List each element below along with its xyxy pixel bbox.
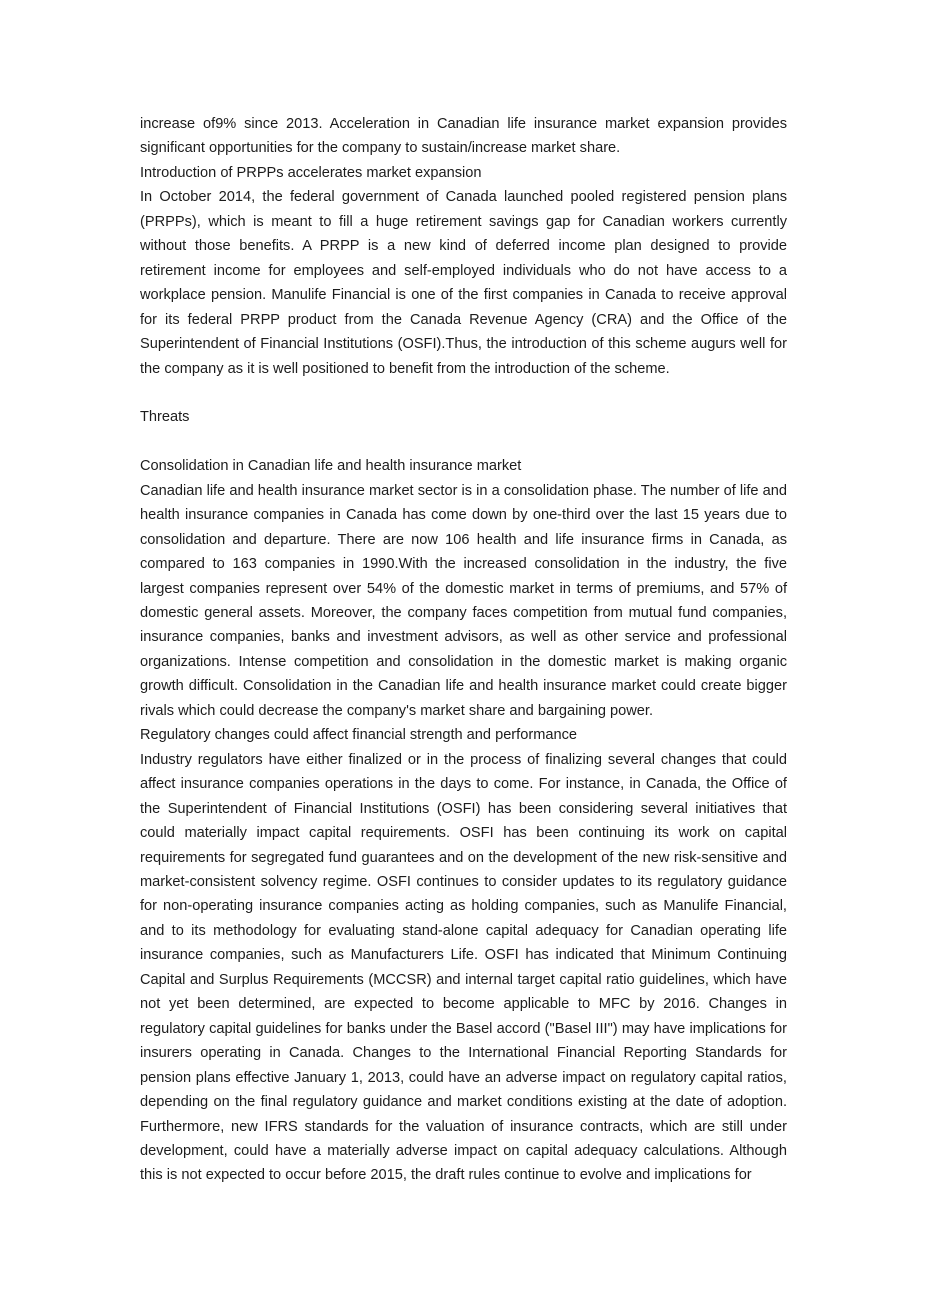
subheading-prpp-introduction: Introduction of PRPPs accelerates market expansion — [140, 164, 482, 181]
section-heading-threats: Threats — [140, 409, 190, 426]
subheading-regulatory-changes: Regulatory changes could affect financial strength and performance — [140, 727, 578, 744]
body-paragraph-regulatory: Industry regulators have either finalized or in the process of finalizing several changes that could affect insurance companies operations in the days to come. For instance, in Canada, the Office of the Superintendent of Financial Institutions (OSFI) has been considering several initiatives that could materially impact capital requirements. OSFI has been continuing its work on capital requirements for segregated fund guarantees and on the development of the new risk-sensitive and market-consistent solvency regime. OSFI continues to consider updates to its regulatory guidance for non-operating insurance companies acting as holding companies, such as Manulife Financial, and to its methodology for evaluating stand-alone capital adequacy for Canadian operating life insurance companies, such as Manufacturers Life. OSFI has indicated that Minimum Continuing Capital and Surplus Requirements (MCCSR) and internal target capital ratio guidelines, which have not yet been determined, are expected to become applicable to MFC by 2016. Changes in regulatory capital guidelines for banks under the Basel accord ("Basel III") may have implications for insurers operating in Canada. Changes to the International Financial Reporting Standards for pension plans effective January 1, 2013, could have an adverse impact on regulatory capital ratios, depending on the final regulatory guidance and market conditions existing at the date of adoption. Furthermore, new IFRS standards for the valuation of insurance contracts, which are still under development, could have a materially adverse impact on capital adequacy calculations. Although this is not expected to occur before 2015, the draft rules continue to evolve and implications for — [140, 751, 787, 1184]
body-paragraph-consolidation: Canadian life and health insurance market sector is in a consolidation phase. The number of life and health insurance companies in Canada has come down by one-third over the last 15 years due to consolidation and departure. There are now 106 health and life insurance firms in Canada, as compared to 163 companies in 1990.With the increased consolidation in the industry, the five largest companies represent over 54% of the domestic market in terms of premiums, and 57% of domestic general assets. Moreover, the company faces competition from mutual fund companies, insurance companies, banks and investment advisors, as well as other service and professional organizations. Intense competition and consolidation in the domestic market is making organic growth difficult. Consolidation in the Canadian life and health insurance market could create bigger rivals which could decrease the company's market share and bargaining power. — [140, 482, 787, 719]
body-paragraph-prpp: In October 2014, the federal government of Canada launched pooled registered pension plans (PRPPs), which is meant to fill a huge retirement savings gap for Canadian workers currently without those benefits. A PRPP is a new kind of deferred income plan designed to provide retirement income for employees and self-employed individuals who do not have access to a workplace pension. Manulife Financial is one of the first companies in Canada to receive approval for its federal PRPP product from the Canada Revenue Agency (CRA) and the Office of the Superintendent of Financial Institutions (OSFI).Thus, the introduction of this scheme augurs well for the company as it is well positioned to benefit from the introduction of the scheme. — [140, 189, 787, 377]
subheading-consolidation: Consolidation in Canadian life and health insurance market — [140, 458, 522, 475]
body-paragraph-market-share: increase of9% since 2013. Acceleration in Canadian life insurance market expansion provides significant opportunities for the company to sustain/increase market share. — [140, 116, 787, 157]
